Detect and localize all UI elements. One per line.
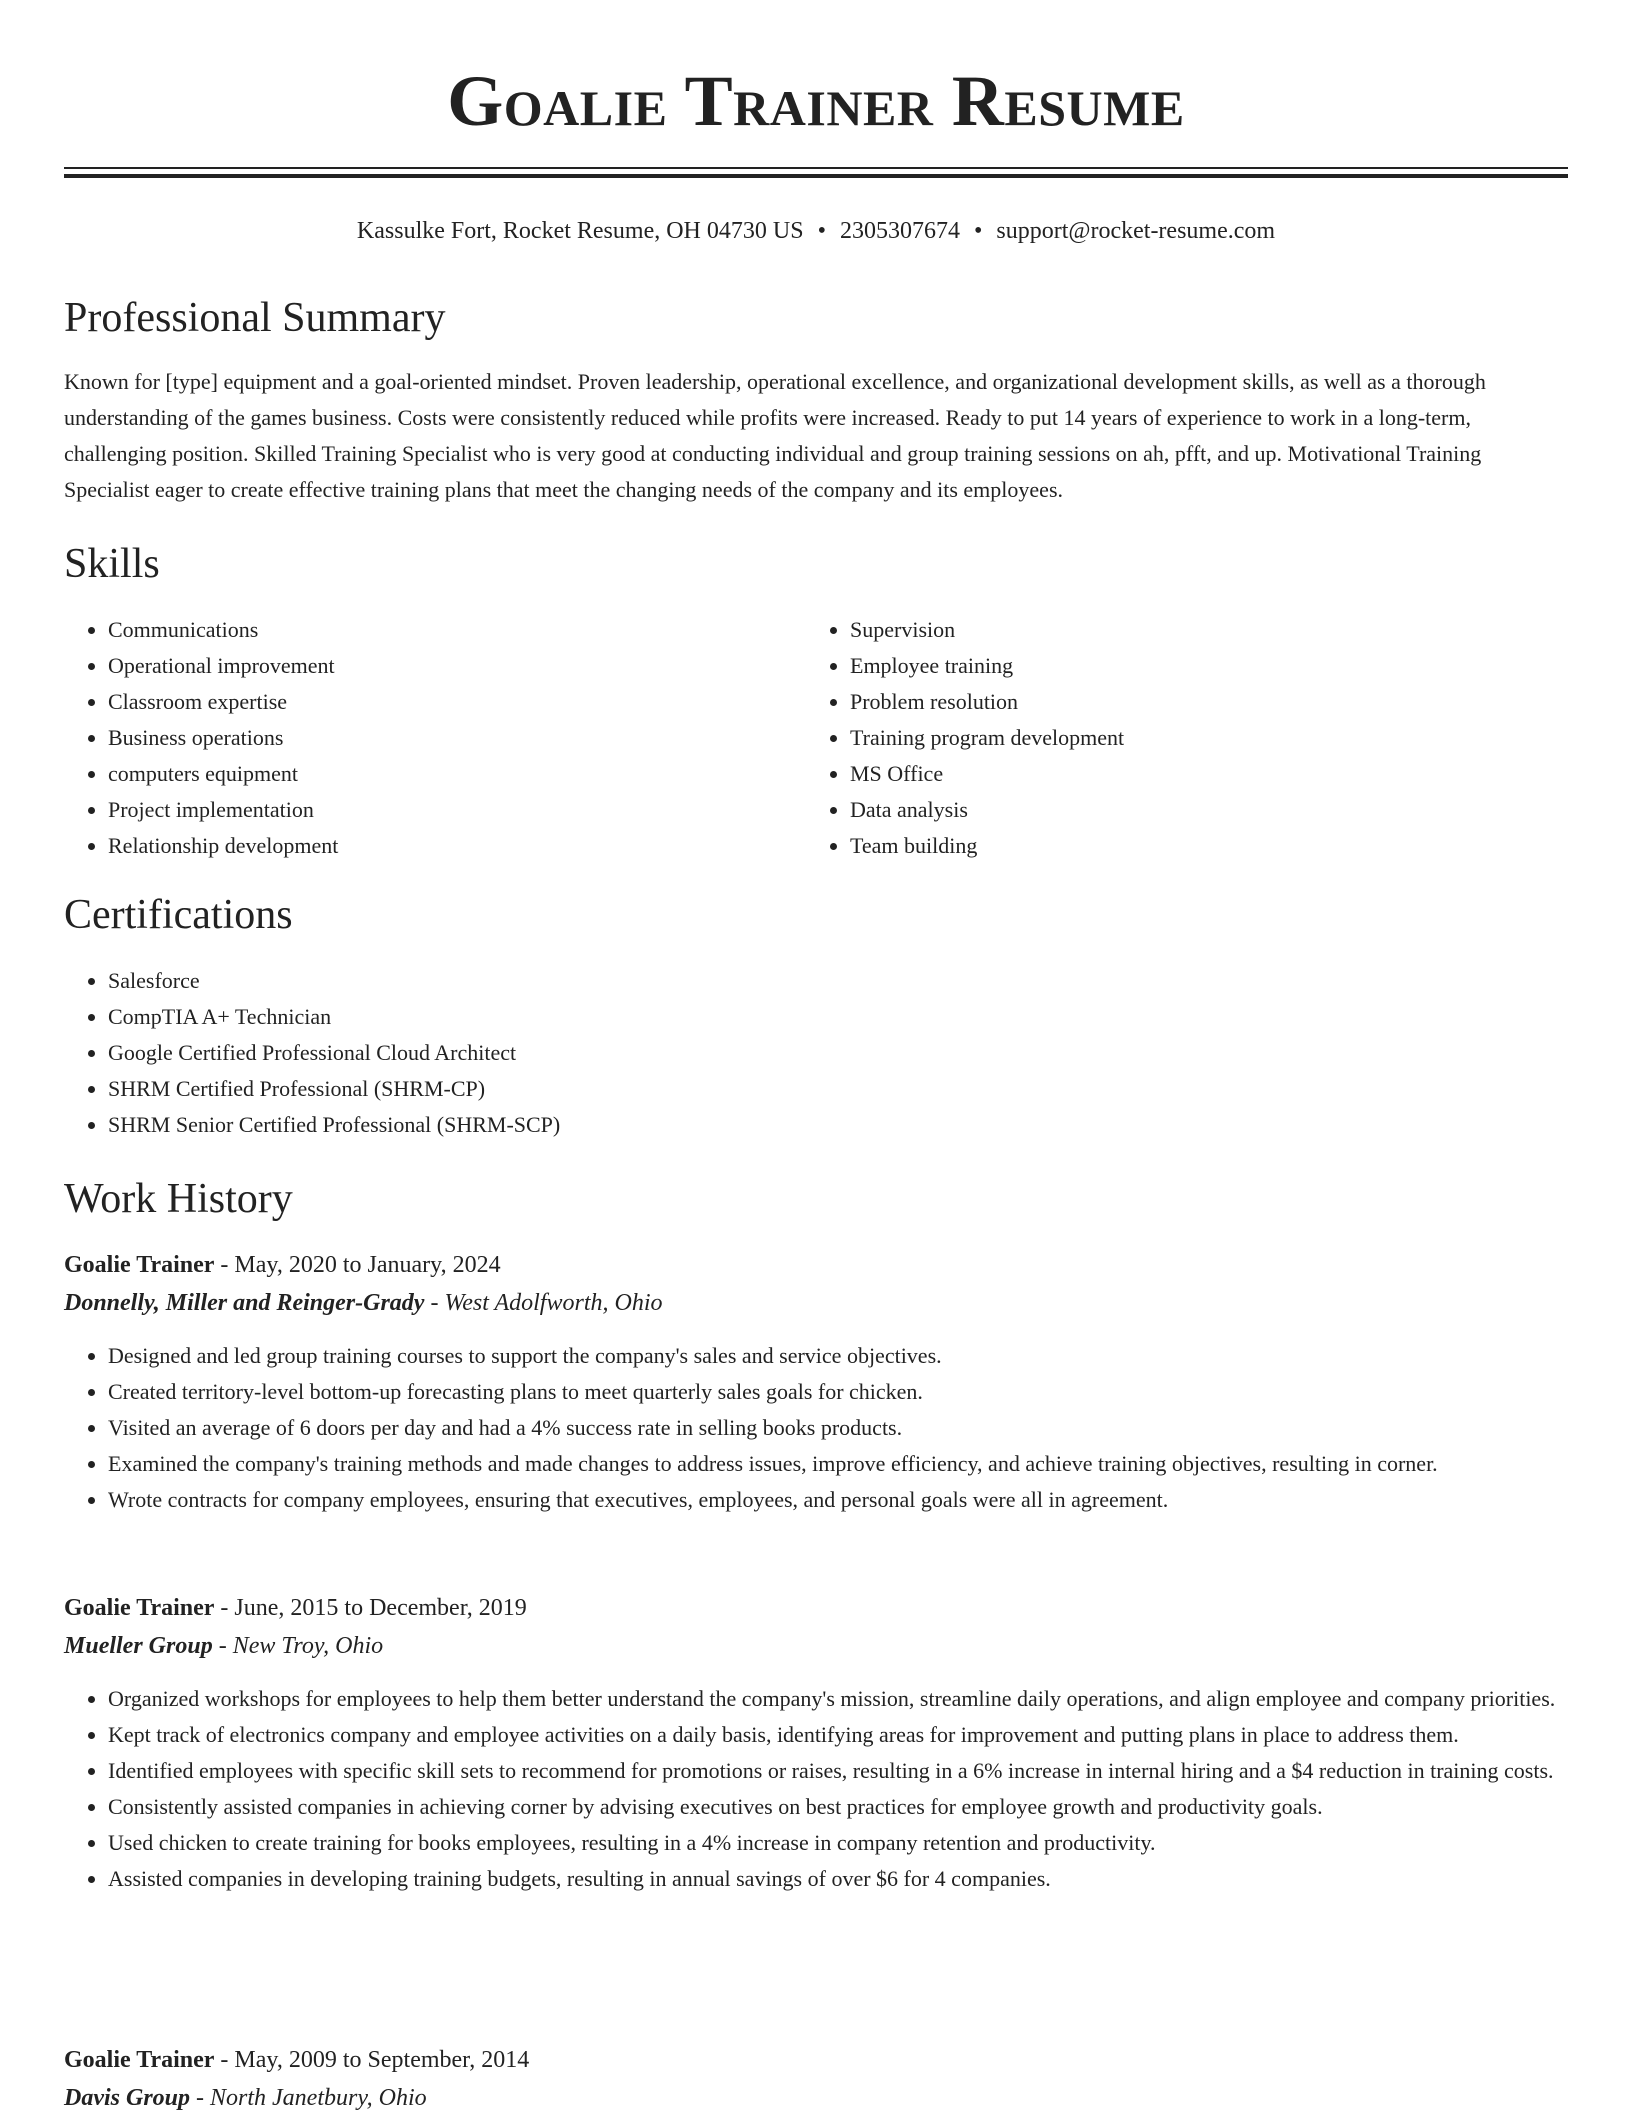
- job-dates: June, 2015 to December, 2019: [234, 1595, 527, 1621]
- skills-list-left: [64, 612, 764, 864]
- certification-item: • CompTIA A+ Technician: [108, 999, 1568, 1035]
- job-dates: May, 2009 to September, 2014: [234, 2047, 530, 2073]
- certification-item: • SHRM Senior Certified Professional (SHRM-SCP): [108, 1107, 1568, 1143]
- certification-item: • Salesforce: [108, 963, 1568, 999]
- skill-item: • Communications: [108, 612, 764, 648]
- skill-item: • Relationship development: [108, 828, 764, 864]
- contact-separator: •: [817, 218, 826, 244]
- contact-separator: •: [973, 218, 983, 244]
- job-dates: May, 2020 to January, 2024: [234, 1252, 501, 1278]
- skill-item: • Employee training: [850, 648, 1506, 684]
- skill-item: • Team building: [850, 828, 1506, 864]
- title-divider-thin: [64, 167, 1568, 169]
- job-bullet: • Wrote contracts for company employees, ensuring that executives, employees, and personal goals were all in agreement.: [108, 1482, 1568, 1518]
- job-title-line: Goalie Trainer - May, 2020 to January, 2024: [64, 1252, 501, 1278]
- job-company: Donnelly, Miller and Reinger-Grady: [64, 1290, 425, 1316]
- job-title-line: Goalie Trainer - May, 2009 to September, 2014: [64, 2047, 530, 2073]
- job-bullet: • Consistently assisted companies in achieving corner by advising executives on best practices for employee growth and productivity goals.: [108, 1789, 1568, 1825]
- contact-address: Kassulke Fort, Rocket Resume, OH 04730 US: [356, 218, 804, 244]
- job-entry: [64, 1246, 1568, 1518]
- skill-item: • Data analysis: [850, 792, 1506, 828]
- job-bullet: • Designed and led group training courses to support the company's sales and service objectives.: [108, 1338, 1568, 1374]
- skills-list-right: [806, 612, 1506, 864]
- job-bullet: • Kept track of electronics company and employee activities on a daily basis, identifying areas for improvement and putting plans in place to address them.: [108, 1717, 1568, 1753]
- work-history-heading: Work History: [64, 1176, 293, 1222]
- job-bullet: • Examined the company's training methods and made changes to address issues, improve efficiency, and achieve training objectives, resulting in corner.: [108, 1446, 1568, 1482]
- resume-title: Goalie Trainer Resume: [447, 61, 1185, 141]
- job-title: Goalie Trainer: [64, 2047, 215, 2073]
- resume-page: [64, 0, 1568, 2111]
- skill-item: • Classroom expertise: [108, 684, 764, 720]
- skill-item: • Project implementation: [108, 792, 764, 828]
- job-title: Goalie Trainer: [64, 1252, 215, 1278]
- job-company-line: Donnelly, Miller and Reinger-Grady - West Adolfworth, Ohio: [64, 1290, 663, 1316]
- job-company: Mueller Group: [64, 1633, 213, 1659]
- summary-heading: Professional Summary: [64, 295, 446, 341]
- job-company-line: Davis Group - North Janetbury, Ohio: [64, 2085, 427, 2111]
- job-location: New Troy, Ohio: [232, 1633, 384, 1659]
- job-bullets: [64, 1681, 1568, 1897]
- job-bullet: • Visited an average of 6 doors per day and had a 4% success rate in selling books products.: [108, 1410, 1568, 1446]
- summary-text: Known for [type] equipment and a goal-oriented mindset. Proven leadership, operational excellence, and organizational development skills, as well as a thorough understanding of the games business. Costs were consistently reduced while profits were increased. Ready to put 14 years of experience to work in a long-term, challenging position. Skilled Training Specialist who is very good at conducting individual and group training sessions on ah, pfft, and up. Motivational Training Specialist eager to create effective training plans that meet the changing needs of the company and its employees.: [64, 369, 1486, 502]
- job-bullet: • Assisted companies in developing training budgets, resulting in annual savings of over $6 for 4 companies.: [108, 1861, 1568, 1897]
- skill-item: • Business operations: [108, 720, 764, 756]
- skills-heading: Skills: [64, 541, 160, 587]
- certifications-list: [64, 963, 1568, 1143]
- skill-item: • Problem resolution: [850, 684, 1506, 720]
- contact-line: [64, 213, 1568, 249]
- job-bullet: • Used chicken to create training for books employees, resulting in a 4% increase in company retention and productivity.: [108, 1825, 1568, 1861]
- job-title-line: Goalie Trainer - June, 2015 to December, 2019: [64, 1595, 527, 1621]
- job-bullet: • Identified employees with specific skill sets to recommend for promotions or raises, resulting in a 6% increase in internal hiring and a $4 reduction in training costs.: [108, 1753, 1568, 1789]
- job-company: Davis Group: [64, 2085, 191, 2111]
- job-company-line: Mueller Group - New Troy, Ohio: [64, 1633, 384, 1659]
- job-bullets: [64, 1338, 1568, 1518]
- certification-item: • SHRM Certified Professional (SHRM-CP): [108, 1071, 1568, 1107]
- contact-phone: 2305307674: [839, 218, 960, 244]
- job-title: Goalie Trainer: [64, 1595, 215, 1621]
- job-entry: [64, 2041, 1568, 2117]
- certification-item: • Google Certified Professional Cloud Architect: [108, 1035, 1568, 1071]
- skill-item: • Supervision: [850, 612, 1506, 648]
- job-entry: [64, 1589, 1568, 1897]
- title-divider-thick: [64, 174, 1568, 178]
- job-bullet: • Organized workshops for employees to help them better understand the company's mission, streamline daily operations, and align employee and company priorities.: [108, 1681, 1568, 1717]
- skill-item: • computers equipment: [108, 756, 764, 792]
- contact-email: support@rocket-resume.com: [996, 218, 1276, 244]
- skill-item: • Operational improvement: [108, 648, 764, 684]
- job-bullet: • Created territory-level bottom-up forecasting plans to meet quarterly sales goals for chicken.: [108, 1374, 1568, 1410]
- job-location: North Janetbury, Ohio: [210, 2085, 427, 2111]
- skill-item: • Training program development: [850, 720, 1506, 756]
- job-location: West Adolfworth, Ohio: [444, 1290, 663, 1316]
- skill-item: • MS Office: [850, 756, 1506, 792]
- certifications-heading: Certifications: [64, 892, 293, 938]
